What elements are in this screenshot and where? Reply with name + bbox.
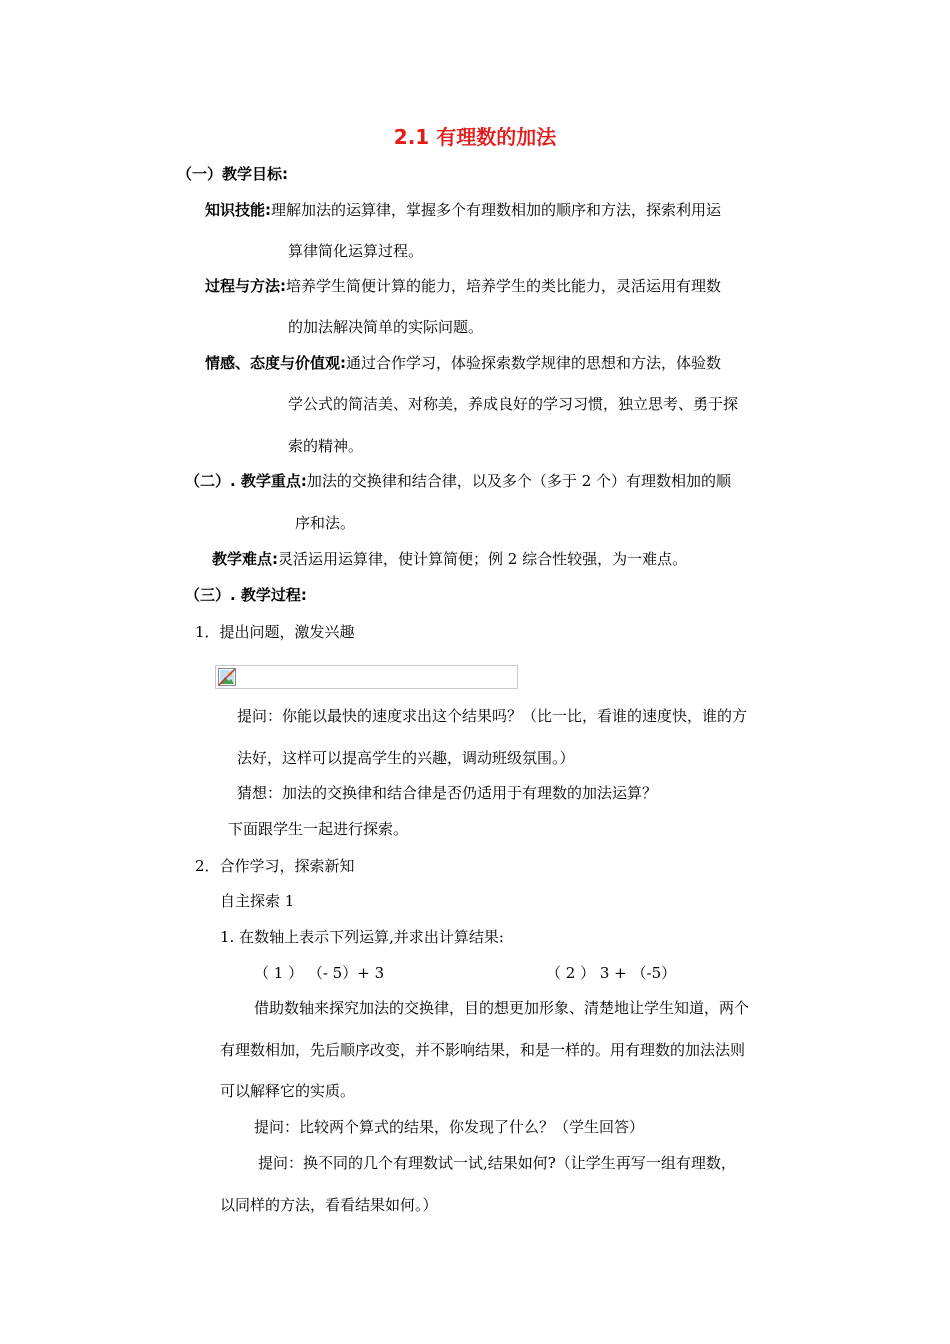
page-title: 2.1 有理数的加法: [393, 125, 557, 149]
expression-2: （ 2 ） 3 + （-5）: [546, 964, 677, 982]
knowledge-label: 知识技能:: [205, 201, 271, 219]
task-text: 1. 在数轴上表示下列运算,并求出计算结果:: [220, 928, 504, 946]
question3: 提问：换不同的几个有理数试一试,结果如何?（让学生再写一组有理数，: [258, 1154, 736, 1172]
key-points-label: （二）. 教学重点:: [185, 472, 307, 490]
expression-1: （ 1 ） （- 5）+ 3: [254, 964, 385, 982]
key-points-text: 加法的交换律和结合律，以及多个（多于 2 个）有理数相加的顺: [306, 472, 732, 490]
emotion-text-cont1: 学公式的简洁美、对称美，养成良好的学习习惯，独立思考、勇于探: [288, 395, 739, 413]
process-text: 培养学生简便计算的能力，培养学生的类比能力，灵活运用有理数: [286, 277, 722, 295]
emotion-label: 情感、态度与价值观:: [205, 354, 346, 372]
explanation-paragraph-cont2: 可以解释它的实质。: [220, 1082, 356, 1100]
section3-heading: （三）. 教学过程:: [185, 586, 307, 604]
question1: 提问：你能以最快的速度求出这个结果吗？（比一比，看谁的速度快，谁的方: [237, 707, 748, 725]
emotion-text-cont2: 索的精神。: [288, 437, 364, 455]
emotion-row: [205, 353, 721, 373]
process-label: 过程与方法:: [205, 277, 286, 295]
step2-heading: 2．合作学习，探索新知: [195, 857, 355, 875]
difficulty-label: 教学难点:: [212, 550, 278, 568]
explanation-paragraph: 借助数轴来探究加法的交换律，目的想更加形象、清楚地让学生知道，两个: [254, 999, 750, 1017]
knowledge-row: [205, 200, 721, 220]
question3-cont: 以同样的方法，看看结果如何。）: [220, 1196, 438, 1214]
guess-text: 猜想：加法的交换律和结合律是否仍适用于有理数的加法运算？: [237, 784, 658, 802]
step1-heading: 1．提出问题，激发兴趣: [195, 623, 355, 641]
question2: 提问：比较两个算式的结果，你发现了什么？（学生回答）: [254, 1118, 645, 1136]
explore-text: 下面跟学生一起进行探索。: [228, 820, 409, 838]
section1-heading: （一）教学目标:: [177, 165, 288, 183]
process-row: [205, 276, 721, 296]
key-points-row: [185, 471, 731, 491]
question1-cont: 法好，这样可以提高学生的兴趣，调动班级氛围。）: [237, 749, 575, 767]
knowledge-text-cont: 算律简化运算过程。: [288, 242, 424, 260]
explanation-paragraph-cont1: 有理数相加，先后顺序改变，并不影响结果，和是一样的。用有理数的加法法则: [220, 1041, 746, 1059]
knowledge-text: 理解加法的运算律，掌握多个有理数相加的顺序和方法，探索利用运: [271, 201, 722, 219]
difficulty-text: 灵活运用运算律，使计算简便；例 2 综合性较强，为一难点。: [278, 550, 688, 568]
self-explore-heading: 自主探索 1: [220, 892, 295, 910]
difficulty-row: [212, 549, 687, 569]
process-text-cont: 的加法解决简单的实际问题。: [288, 318, 484, 336]
broken-image-placeholder: [215, 665, 518, 689]
broken-image-icon: [218, 668, 236, 686]
key-points-text-cont: 序和法。: [295, 514, 356, 532]
emotion-text: 通过合作学习，体验探索数学规律的思想和方法，体验数: [346, 354, 722, 372]
